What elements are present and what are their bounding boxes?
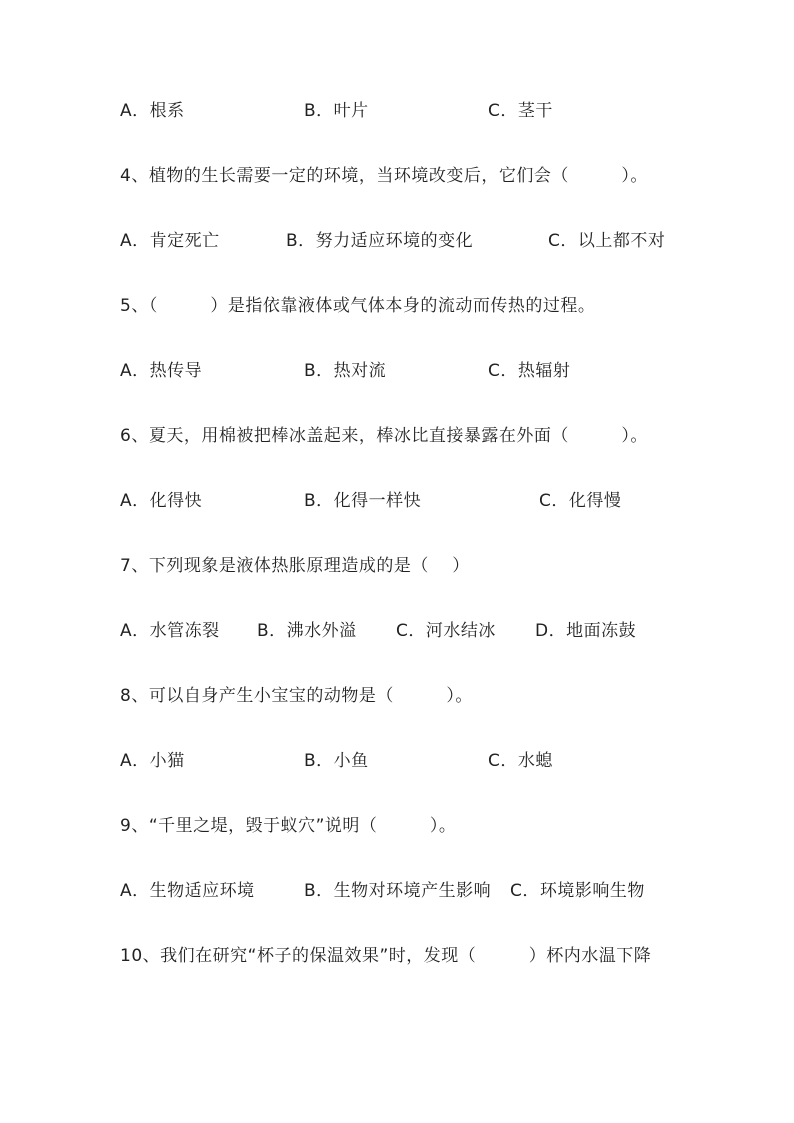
q4-option-c: C．以上都不对 xyxy=(548,231,666,251)
q5-option-b: B．热对流 xyxy=(304,361,387,381)
q5-option-a: A．热传导 xyxy=(120,361,203,381)
q7-option-c: C．河水结冰 xyxy=(396,621,496,641)
q9-stem: 9、“千里之堤，毁于蚁穴”说明（ ）。 xyxy=(120,816,457,836)
q10-stem: 10、我们在研究“杯子的保温效果”时，发现（ ）杯内水温下降 xyxy=(120,946,652,966)
q3-option-a: A．根系 xyxy=(120,101,185,121)
q7-option-a: A．水管冻裂 xyxy=(120,621,220,641)
q5-option-c: C．热辐射 xyxy=(488,361,571,381)
q9-option-c: C．环境影响生物 xyxy=(510,881,645,901)
q7-option-d: D．地面冻鼓 xyxy=(535,621,637,641)
q8-option-a: A．小猫 xyxy=(120,751,185,771)
q3-option-c: C．茎干 xyxy=(488,101,553,121)
q7-stem: 7、下列现象是液体热胀原理造成的是（ ） xyxy=(120,556,470,576)
q6-option-c: C．化得慢 xyxy=(539,491,622,511)
q6-option-a: A．化得快 xyxy=(120,491,203,511)
q7-option-b: B．沸水外溢 xyxy=(257,621,357,641)
q4-option-b: B．努力适应环境的变化 xyxy=(286,231,474,251)
q8-option-c: C．水螅 xyxy=(488,751,553,771)
q8-option-b: B．小鱼 xyxy=(304,751,369,771)
q6-option-b: B．化得一样快 xyxy=(304,491,422,511)
q9-option-a: A．生物适应环境 xyxy=(120,881,255,901)
q9-option-b: B．生物对环境产生影响 xyxy=(304,881,492,901)
q4-stem: 4、植物的生长需要一定的环境，当环境改变后，它们会（ ）。 xyxy=(120,166,648,186)
q4-option-a: A．肯定死亡 xyxy=(120,231,220,251)
q5-stem: 5、（ ）是指依靠液体或气体本身的流动而传热的过程。 xyxy=(120,296,596,316)
q6-stem: 6、夏天，用棉被把棒冰盖起来，棒冰比直接暴露在外面（ ）。 xyxy=(120,426,648,446)
q3-option-b: B．叶片 xyxy=(304,101,369,121)
q8-stem: 8、可以自身产生小宝宝的动物是（ ）。 xyxy=(120,686,473,706)
